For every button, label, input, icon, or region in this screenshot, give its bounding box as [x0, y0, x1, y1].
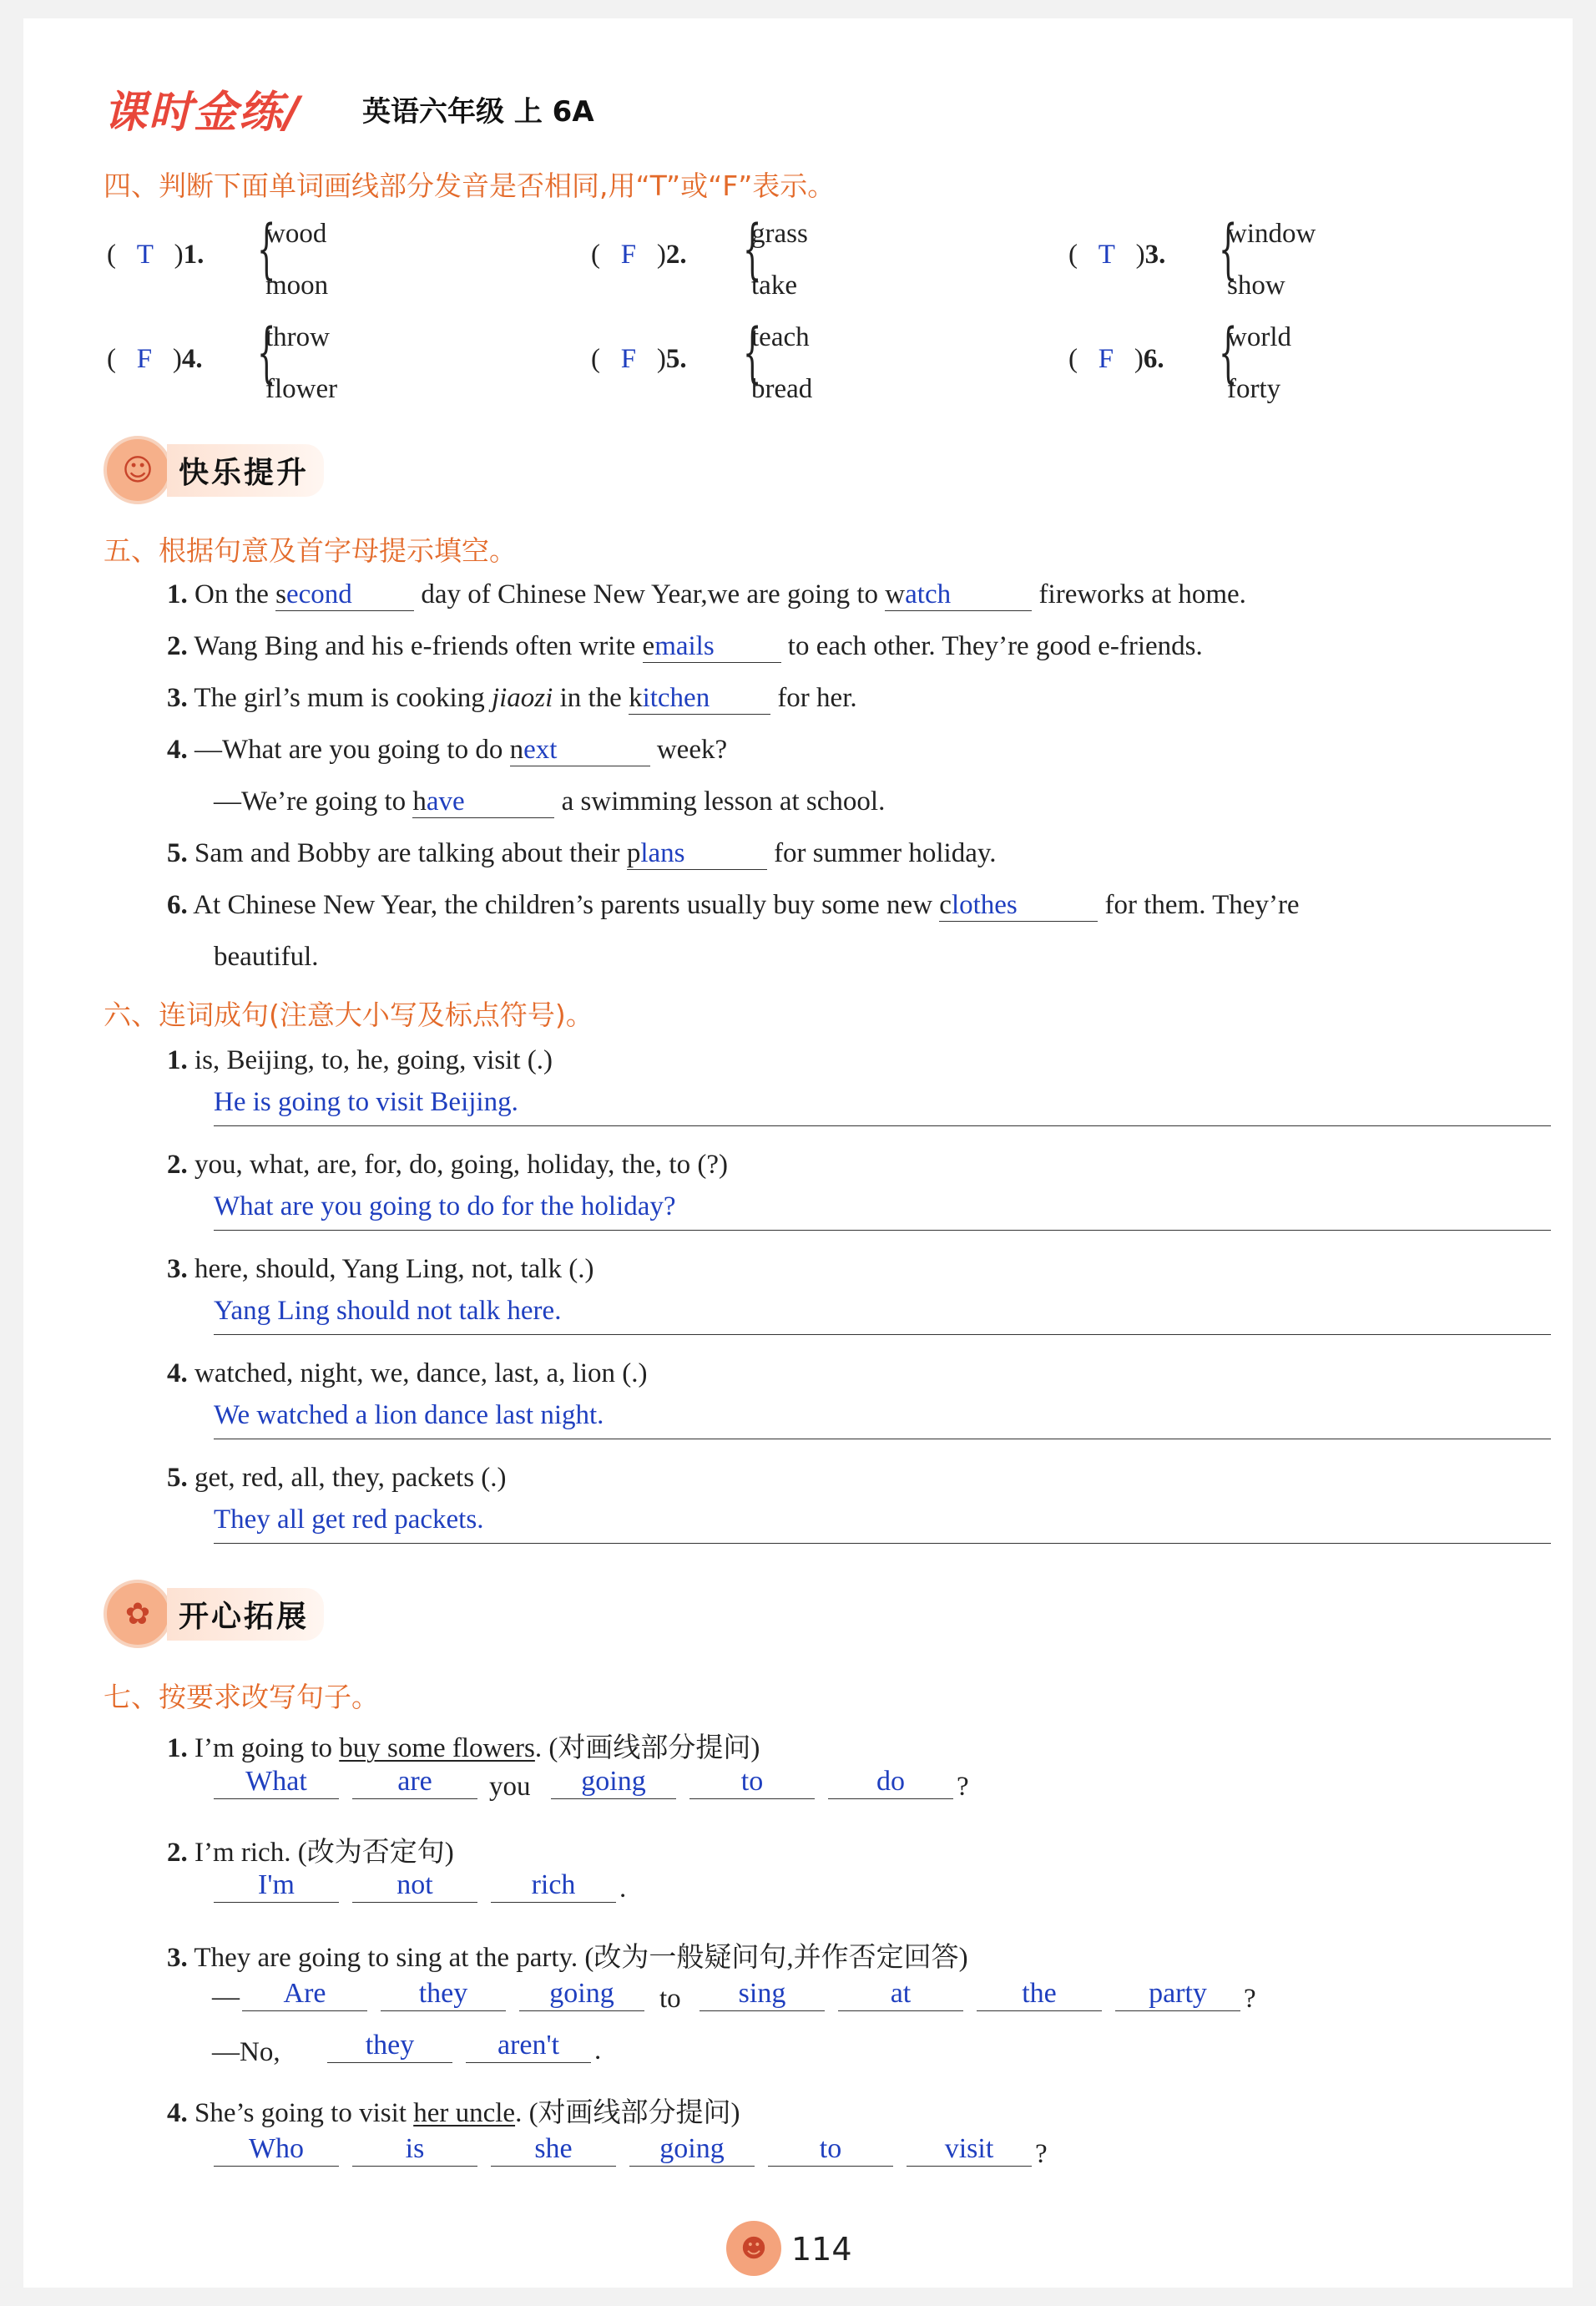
s6-answer-3: Yang Ling should not talk here. — [214, 1296, 562, 1326]
brace-3: { — [1219, 212, 1238, 287]
brace-1: { — [257, 212, 276, 287]
s5-q4-answer-2: ave — [426, 786, 465, 817]
item-num-5: 5. — [665, 344, 687, 374]
s7-q1-blank-4: to — [689, 1765, 815, 1799]
s5-q3-blank — [629, 683, 770, 715]
s7-q3-blank-3: going — [519, 1977, 644, 2011]
word-5b: bread — [751, 374, 813, 404]
s5-q2-blank — [643, 631, 781, 663]
s5-q6-text-a: At Chinese New Year, the children’s parents usually buy some new — [193, 890, 940, 920]
s5-q2-answer: mails — [654, 631, 715, 661]
answer-paren-4: ( F )4. — [107, 344, 203, 374]
item-num-4: 4. — [181, 344, 203, 374]
brand-mark: / — [284, 88, 302, 138]
s5-q1-hint-2: w — [885, 579, 906, 609]
s7-question-2 — [167, 1830, 454, 1869]
s5-num-1: 1. — [167, 579, 188, 609]
s7-q1-blank-5: do — [828, 1765, 953, 1799]
s7-question-1 — [167, 1726, 760, 1765]
s7-q4-text-b: . (对画线部分提问) — [515, 2098, 740, 2128]
s7-q3-blank-6: the — [977, 1977, 1102, 2011]
s5-q2-text-b: to each other. They’re good e-friends. — [780, 631, 1203, 661]
s7-q1-text-b: . (对画线部分提问) — [534, 1733, 760, 1763]
s6-words-1: is, Beijing, to, he, going, visit (.) — [194, 1045, 553, 1075]
s7-q4-blank-6: visit — [907, 2132, 1032, 2167]
s7-q2-end: . — [619, 1874, 627, 1904]
word-3b: show — [1227, 271, 1285, 301]
s5-q4-text-c2: a swimming lesson at school. — [554, 786, 886, 817]
brand-logo — [104, 77, 301, 139]
answer-paren-1: ( T )1. — [107, 240, 205, 270]
s6-words-4: watched, night, we, dance, last, a, lion (.) — [194, 1358, 648, 1388]
word-1b: moon — [265, 271, 329, 301]
s5-num-5: 5. — [167, 838, 188, 868]
s5-question-1 — [167, 579, 1246, 611]
s5-q4-answer-1: ext — [523, 735, 558, 765]
s5-num-4: 4. — [167, 735, 188, 765]
s5-q1-answer-2: atch — [905, 579, 952, 609]
s5-question-6 — [167, 890, 1300, 922]
s5-q2-text-a: Wang Bing and his e-friends often write — [194, 631, 643, 661]
s6-answer-2: What are you going to do for the holiday? — [214, 1191, 676, 1221]
word-6b: forty — [1227, 374, 1281, 404]
workbook-page — [23, 18, 1573, 2288]
answer-paren-2: ( F )2. — [591, 240, 687, 270]
s7-num-2: 2. — [167, 1838, 188, 1868]
s7-q1-end: ? — [957, 1772, 969, 1802]
answer-paren-3: ( T )3. — [1068, 240, 1166, 270]
s7-num-3: 3. — [167, 1943, 188, 1973]
s5-question-6-cont: beautiful. — [214, 942, 319, 972]
s7-q3-end: ? — [1244, 1984, 1256, 2014]
s5-q1-text-c: fireworks at home. — [1032, 579, 1246, 609]
s7-q3-end2: . — [594, 2035, 602, 2066]
s5-q3-hint: k — [629, 683, 643, 713]
s6-num-2: 2. — [167, 1150, 188, 1180]
banner-label-2: 开心拓展 — [167, 1588, 324, 1641]
s7-q1-you: you — [489, 1772, 531, 1802]
s6-line-2 — [214, 1230, 1551, 1231]
s7-q3-blank-4: sing — [700, 1977, 825, 2011]
section-5-title: 五、根据句意及首字母提示填空。 — [104, 534, 517, 567]
s5-q4-blank-2 — [412, 786, 554, 818]
answer-paren-5: ( F )5. — [591, 344, 687, 374]
s6-line-5 — [214, 1543, 1551, 1544]
s7-question-4 — [167, 2091, 740, 2130]
s5-q3-text-a: The girl’s mum is cooking — [194, 683, 492, 713]
s5-q3-italic: jiaozi — [491, 683, 553, 713]
s7-q2-blank-2: not — [352, 1869, 477, 1903]
s7-q2-blank-1: I'm — [214, 1869, 339, 1903]
answer-2: F — [620, 240, 637, 270]
s7-q3-to: to — [659, 1984, 681, 2014]
s6-num-1: 1. — [167, 1045, 188, 1075]
s7-q4-blank-5: to — [768, 2132, 893, 2167]
smiley-icon: ☺ — [104, 436, 172, 504]
word-4b: flower — [265, 374, 338, 404]
s5-question-2 — [167, 631, 1203, 663]
s7-q3-blank-2: they — [381, 1977, 506, 2011]
s7-q3-blank-8: they — [327, 2029, 452, 2063]
s5-q1-answer-1: econd — [286, 579, 352, 609]
s6-num-3: 3. — [167, 1254, 188, 1284]
s5-q6-blank — [939, 890, 1098, 922]
s7-q1-blank-3: going — [551, 1765, 676, 1799]
s6-question-1 — [167, 1045, 553, 1076]
s5-q2-hint: e — [642, 631, 655, 661]
s7-q3-no: —No, — [212, 2037, 280, 2067]
s5-q4-text-a2: —We’re going to — [214, 786, 413, 817]
word-3a: window — [1227, 219, 1316, 249]
s7-q3-blank-5: at — [838, 1977, 963, 2011]
brace-6: { — [1219, 316, 1238, 391]
banner-happy-extend — [104, 1580, 324, 1648]
answer-6: F — [1098, 344, 1114, 374]
flower-icon: ✿ — [104, 1580, 172, 1648]
s7-q4-end: ? — [1035, 2139, 1048, 2169]
answer-4: F — [136, 344, 153, 374]
section-4-title: 四、判断下面单词画线部分发音是否相同,用“T”或“F”表示。 — [104, 169, 836, 202]
word-2b: take — [751, 271, 797, 301]
s7-q4-blank-2: is — [352, 2132, 477, 2167]
item-num-6: 6. — [1143, 344, 1164, 374]
s7-q2-text-a: I’m rich. (改为否定句) — [194, 1838, 454, 1868]
word-4a: throw — [265, 322, 330, 352]
word-1a: wood — [265, 219, 327, 249]
word-6a: world — [1227, 322, 1291, 352]
s5-q6-text-b: for them. They’re — [1098, 890, 1300, 920]
s5-q6-answer: lothes — [951, 890, 1018, 920]
s5-q1-hint-1: s — [275, 579, 286, 609]
s7-num-1: 1. — [167, 1733, 188, 1763]
s5-question-3 — [167, 683, 857, 715]
s5-q4-hint-2: h — [412, 786, 427, 817]
s6-answer-4: We watched a lion dance last night. — [214, 1400, 604, 1430]
s5-q5-text-b: for summer holiday. — [766, 838, 997, 868]
banner-happy-improve — [104, 436, 324, 504]
brace-2: { — [743, 212, 762, 287]
s6-question-4 — [167, 1358, 648, 1389]
s7-q4-blank-1: Who — [214, 2132, 339, 2167]
s5-q1-blank-1 — [275, 579, 414, 611]
word-5a: teach — [751, 322, 810, 352]
s7-q3-text-a: They are going to sing at the party. (改为一般疑问句,并作否定回答) — [194, 1943, 968, 1973]
s5-q4-text-b: week? — [649, 735, 728, 765]
s5-q5-text-a: Sam and Bobby are talking about their — [194, 838, 627, 868]
s5-q6-hint: c — [939, 890, 952, 920]
s6-line-1 — [214, 1125, 1551, 1126]
s7-q1-blank-1: What — [214, 1765, 339, 1799]
s5-q1-text-a: On the — [194, 579, 276, 609]
brace-5: { — [743, 316, 762, 391]
section-6-title: 六、连词成句(注意大小写及标点符号)。 — [104, 999, 593, 1031]
brace-4: { — [257, 316, 276, 391]
brand-name: 课时金练 — [104, 88, 285, 138]
s7-q3-blank-1: Are — [242, 1977, 367, 2011]
s7-question-3 — [167, 1935, 968, 1975]
s6-num-5: 5. — [167, 1463, 188, 1493]
s5-num-6: 6. — [167, 890, 188, 920]
item-num-1: 1. — [183, 240, 205, 270]
s6-answer-1: He is going to visit Beijing. — [214, 1087, 518, 1117]
s7-q4-blank-4: going — [629, 2132, 755, 2167]
section-7-title: 七、按要求改写句子。 — [104, 1681, 379, 1713]
answer-1: T — [136, 240, 154, 270]
s5-num-2: 2. — [167, 631, 188, 661]
s7-q4-underlined: her uncle — [413, 2098, 516, 2128]
s7-q4-blank-3: she — [491, 2132, 616, 2167]
answer-paren-6: ( F )6. — [1068, 344, 1164, 374]
s6-words-2: you, what, are, for, do, going, holiday, the, to (?) — [194, 1150, 728, 1180]
s5-q5-blank — [627, 838, 767, 870]
s5-q1-text-b: day of Chinese New Year,we are going to — [414, 579, 886, 609]
answer-3: T — [1098, 240, 1115, 270]
s5-q4-blank-1 — [510, 735, 650, 766]
s7-q1-blank-2: are — [352, 1765, 477, 1799]
item-num-2: 2. — [665, 240, 687, 270]
s7-q3-dash: — — [212, 1982, 240, 2012]
item-num-3: 3. — [1144, 240, 1166, 270]
s5-q3-text-c: for her. — [770, 683, 857, 713]
s5-question-4 — [167, 735, 727, 766]
s7-q3-blank-7: party — [1115, 1977, 1240, 2011]
answer-5: F — [620, 344, 637, 374]
word-2a: grass — [751, 219, 808, 249]
banner-label-1: 快乐提升 — [167, 444, 324, 497]
page-number: 114 — [791, 2231, 852, 2268]
s7-q1-text-a: I’m going to — [194, 1733, 340, 1763]
s5-q4-hint-1: n — [509, 735, 524, 765]
s6-line-3 — [214, 1334, 1551, 1335]
s6-question-5 — [167, 1463, 507, 1494]
s6-words-5: get, red, all, they, packets (.) — [194, 1463, 507, 1493]
s6-question-3 — [167, 1254, 593, 1285]
s5-q4-text-a: —What are you going to do — [194, 735, 510, 765]
s6-answer-5: They all get red packets. — [214, 1504, 484, 1535]
s6-words-3: here, should, Yang Ling, not, talk (.) — [194, 1254, 594, 1284]
mascot-icon: ☻ — [726, 2221, 781, 2276]
s7-q4-text-a: She’s going to visit — [194, 2098, 414, 2128]
s5-q3-text-b: in the — [553, 683, 629, 713]
s7-q1-underlined: buy some flowers — [339, 1733, 535, 1763]
s5-question-4-reply — [214, 786, 885, 818]
s6-num-4: 4. — [167, 1358, 188, 1388]
s5-q3-answer: itchen — [642, 683, 710, 713]
s7-q2-blank-3: rich — [491, 1869, 616, 1903]
s7-num-4: 4. — [167, 2098, 188, 2128]
s5-question-5 — [167, 838, 996, 870]
s5-q1-blank-2 — [885, 579, 1032, 611]
s5-num-3: 3. — [167, 683, 188, 713]
s6-question-2 — [167, 1150, 728, 1181]
s5-q5-answer: lans — [640, 838, 685, 868]
s7-q3-blank-9: aren't — [466, 2029, 591, 2063]
s5-q5-hint: p — [626, 838, 641, 868]
subject-title: 英语六年级 上 6A — [362, 95, 594, 129]
